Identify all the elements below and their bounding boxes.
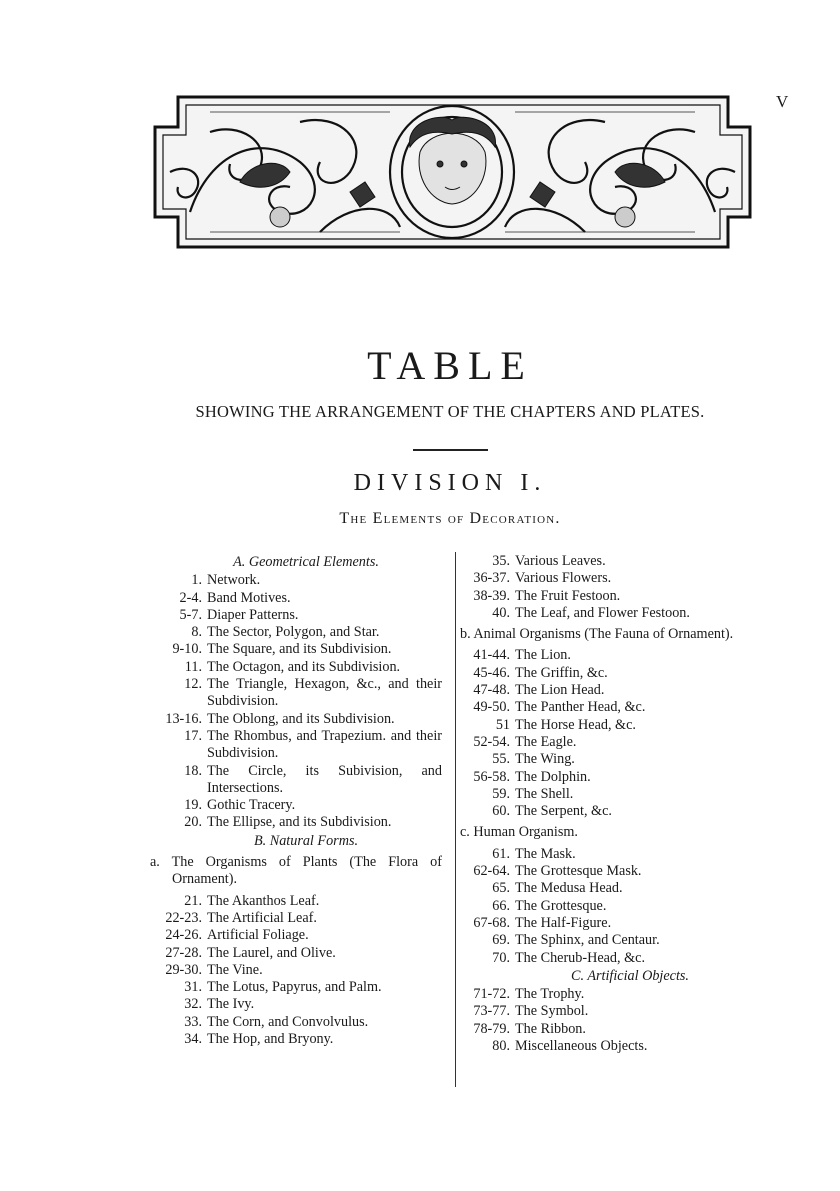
- entry-title: The Cherub-Head, &c.: [515, 949, 646, 966]
- entry-title: The Laurel, and Olive.: [207, 944, 336, 961]
- entry-title: The Vine.: [207, 961, 263, 978]
- entry-title: The Artificial Leaf.: [207, 909, 317, 926]
- ornamental-banner-icon: [150, 92, 755, 252]
- title-rule: [413, 449, 488, 451]
- plate-number: 13-16.: [165, 710, 202, 727]
- left-column: [150, 553, 442, 1048]
- contents-entry: [150, 624, 442, 641]
- plate-number: 19.: [184, 797, 202, 814]
- contents-entry: [460, 1003, 760, 1020]
- plate-number: 29-30.: [165, 961, 202, 978]
- entry-title: The Fruit Festoon.: [515, 587, 621, 604]
- plate-number: 33.: [184, 1013, 202, 1030]
- plate-number: 22-23.: [165, 909, 202, 926]
- entry-title: The Grottesque.: [515, 897, 607, 914]
- contents-entry: [460, 665, 760, 682]
- contents-entry: [460, 717, 760, 734]
- plate-number: 56-58.: [473, 768, 510, 785]
- plate-number: 78-79.: [473, 1020, 510, 1037]
- contents-entry: [150, 962, 442, 979]
- section-heading: C. Artificial Objects.: [571, 967, 689, 984]
- plate-number: 34.: [184, 1031, 202, 1048]
- plate-number: 61.: [492, 845, 510, 862]
- entry-title: Various Leaves.: [515, 553, 606, 569]
- contents-entry: [460, 863, 760, 880]
- contents-entry: [460, 898, 760, 915]
- contents-entry: [150, 763, 442, 798]
- plate-number: 17.: [184, 727, 202, 744]
- entry-title: The Ribbon.: [515, 1020, 586, 1037]
- plate-number: 69.: [492, 932, 510, 949]
- entry-title: The Corn, and Convolvulus.: [207, 1013, 369, 1030]
- contents-entry: [150, 572, 442, 589]
- contents-entry: [150, 996, 442, 1013]
- entry-title: The Medusa Head.: [515, 880, 623, 897]
- column-divider: [455, 552, 456, 1087]
- entry-title: The Circle, its Subivision, and Intersections.: [207, 762, 442, 796]
- plate-number: 66.: [492, 897, 510, 914]
- entry-title: The Wing.: [515, 751, 575, 768]
- plate-number: 24-26.: [165, 927, 202, 944]
- contents-entry: [150, 910, 442, 927]
- contents-entry: [150, 676, 442, 711]
- entry-title: The Octagon, and its Subdivision.: [207, 658, 401, 675]
- contents-entry: [460, 932, 760, 949]
- page-subtitle: SHOWING THE ARRANGEMENT OF THE CHAPTERS AND PLATES.: [195, 402, 705, 421]
- entry-title: The Mask.: [515, 845, 576, 862]
- plate-number: 47-48.: [473, 682, 510, 699]
- contents-entry: [460, 769, 760, 786]
- contents-entry: [460, 786, 760, 803]
- entry-title: The Triangle, Hexagon, &c., and their Subdivision.: [207, 676, 442, 710]
- entry-title: The Lion Head.: [515, 682, 605, 699]
- entry-title: The Trophy.: [515, 986, 585, 1003]
- contents-entry: [150, 797, 442, 814]
- contents-entry: [150, 945, 442, 962]
- plate-number: 32.: [184, 996, 202, 1013]
- contents-entry: [460, 803, 760, 820]
- plate-number: 2-4.: [179, 589, 202, 606]
- plate-number: 5-7.: [179, 606, 202, 623]
- right-column: [460, 553, 760, 1055]
- contents-entry: [150, 728, 442, 763]
- plate-number: 62-64.: [473, 863, 510, 880]
- entry-title: The Lion.: [515, 647, 571, 664]
- contents-entry: [460, 751, 760, 768]
- plate-number: 41-44.: [473, 647, 510, 664]
- page-title: TABLE: [367, 343, 533, 388]
- plate-number: 1.: [191, 572, 202, 589]
- plate-number: 60.: [492, 803, 510, 820]
- plate-number: 67-68.: [473, 914, 510, 931]
- entry-title: The Horse Head, &c.: [515, 716, 636, 733]
- contents-entry: [460, 682, 760, 699]
- entry-title: The Akanthos Leaf.: [207, 892, 320, 909]
- plate-number: 12.: [184, 676, 202, 693]
- entry-title: Various Flowers.: [515, 570, 612, 587]
- plate-number: 8.: [191, 624, 202, 641]
- entry-title: Miscellaneous Objects.: [515, 1038, 648, 1055]
- plate-number: 73-77.: [473, 1003, 510, 1020]
- plate-number: 36-37.: [473, 570, 510, 587]
- contents-entry: [150, 659, 442, 676]
- contents-entry: [460, 846, 760, 863]
- entry-title: The Dolphin.: [515, 768, 591, 785]
- contents-entry: [150, 893, 442, 910]
- contents-entry: [460, 986, 760, 1003]
- entry-title: The Ivy.: [207, 996, 255, 1013]
- section-heading: B. Natural Forms.: [253, 832, 359, 849]
- plate-number: 31.: [184, 979, 202, 996]
- plate-number: 11.: [184, 658, 202, 675]
- entry-title: The Square, and its Subdivision.: [207, 641, 392, 658]
- contents-entry: [150, 979, 442, 996]
- plate-number: 65.: [492, 880, 510, 897]
- contents-entry: [150, 814, 442, 831]
- contents-entry: [460, 570, 760, 587]
- contents-entry: [460, 588, 760, 605]
- plate-number: 80.: [492, 1038, 510, 1055]
- contents-entry: [460, 553, 760, 570]
- contents-entry: [150, 590, 442, 607]
- entry-title: The Griffin, &c.: [515, 664, 608, 681]
- entry-title: The Panther Head, &c.: [515, 699, 646, 716]
- plate-number: 51: [495, 716, 510, 733]
- subsection-heading: c. Human Organism.: [460, 824, 578, 841]
- entry-title: The Eagle.: [515, 733, 577, 750]
- entry-title: The Symbol.: [515, 1003, 589, 1020]
- page-number: V: [776, 92, 789, 111]
- plate-number: 45-46.: [473, 664, 510, 681]
- plate-number: 27-28.: [165, 944, 202, 961]
- entry-title: Gothic Tracery.: [207, 797, 296, 814]
- entry-title: The Ellipse, and its Subdivision.: [207, 814, 392, 831]
- plate-number: 70.: [492, 949, 510, 966]
- entry-title: The Leaf, and Flower Festoon.: [515, 604, 690, 621]
- entry-title: Band Motives.: [207, 589, 291, 606]
- division-heading: DIVISION I.: [353, 470, 547, 496]
- division-subtitle: The Elements of Decoration.: [339, 510, 561, 527]
- plate-number: 21.: [184, 892, 202, 909]
- plate-number: 9-10.: [172, 641, 202, 658]
- entry-title: The Serpent, &c.: [515, 803, 612, 820]
- contents-entry: [460, 1038, 760, 1055]
- contents-entry: [460, 1021, 760, 1038]
- contents-entry: [460, 950, 760, 967]
- entry-title: Artificial Foliage.: [207, 927, 309, 944]
- entry-title: Network.: [207, 572, 261, 589]
- plate-number: 18.: [184, 762, 202, 779]
- plate-number: 40.: [492, 604, 510, 621]
- entry-title: The Oblong, and its Subdivision.: [207, 710, 395, 727]
- entry-title: The Rhombus, and Trapezium. and their Subdivision.: [207, 727, 442, 762]
- contents-entry: [150, 607, 442, 624]
- entry-title: Diaper Patterns.: [207, 606, 299, 623]
- entry-title: The Shell.: [515, 785, 574, 802]
- contents-entry: [460, 647, 760, 664]
- subsection-heading: b. Animal Organisms (The Fauna of Ornament).: [460, 626, 734, 643]
- contents-entry: [150, 711, 442, 728]
- entry-title: The Sphinx, and Centaur.: [515, 932, 660, 949]
- plate-number: 71-72.: [473, 986, 510, 1003]
- entry-title: The Sector, Polygon, and Star.: [207, 624, 380, 641]
- plate-number: 20.: [184, 814, 202, 831]
- plate-number: 38-39.: [473, 587, 510, 604]
- plate-number: 49-50.: [473, 699, 510, 716]
- plate-number: 59.: [492, 785, 510, 802]
- contents-entry: [150, 1014, 442, 1031]
- plate-number: 52-54.: [473, 733, 510, 750]
- section-heading: A. Geometrical Elements.: [233, 554, 379, 570]
- entry-title: The Grottesque Mask.: [515, 863, 642, 880]
- contents-entry: [150, 927, 442, 944]
- contents-entry: [460, 699, 760, 716]
- contents-entry: [460, 734, 760, 751]
- entry-title: The Hop, and Bryony.: [207, 1031, 334, 1048]
- contents-entry: [150, 641, 442, 658]
- entry-title: The Half-Figure.: [515, 914, 612, 931]
- contents-entry: [460, 915, 760, 932]
- contents-entry: [460, 880, 760, 897]
- plate-number: 35.: [492, 553, 510, 569]
- subsection-heading: a. The Organisms of Plants (The Flora of Ornament).: [150, 854, 442, 888]
- plate-number: 55.: [492, 751, 510, 768]
- contents-entry: [460, 605, 760, 622]
- contents-entry: [150, 1031, 442, 1048]
- entry-title: The Lotus, Papyrus, and Palm.: [207, 979, 382, 996]
